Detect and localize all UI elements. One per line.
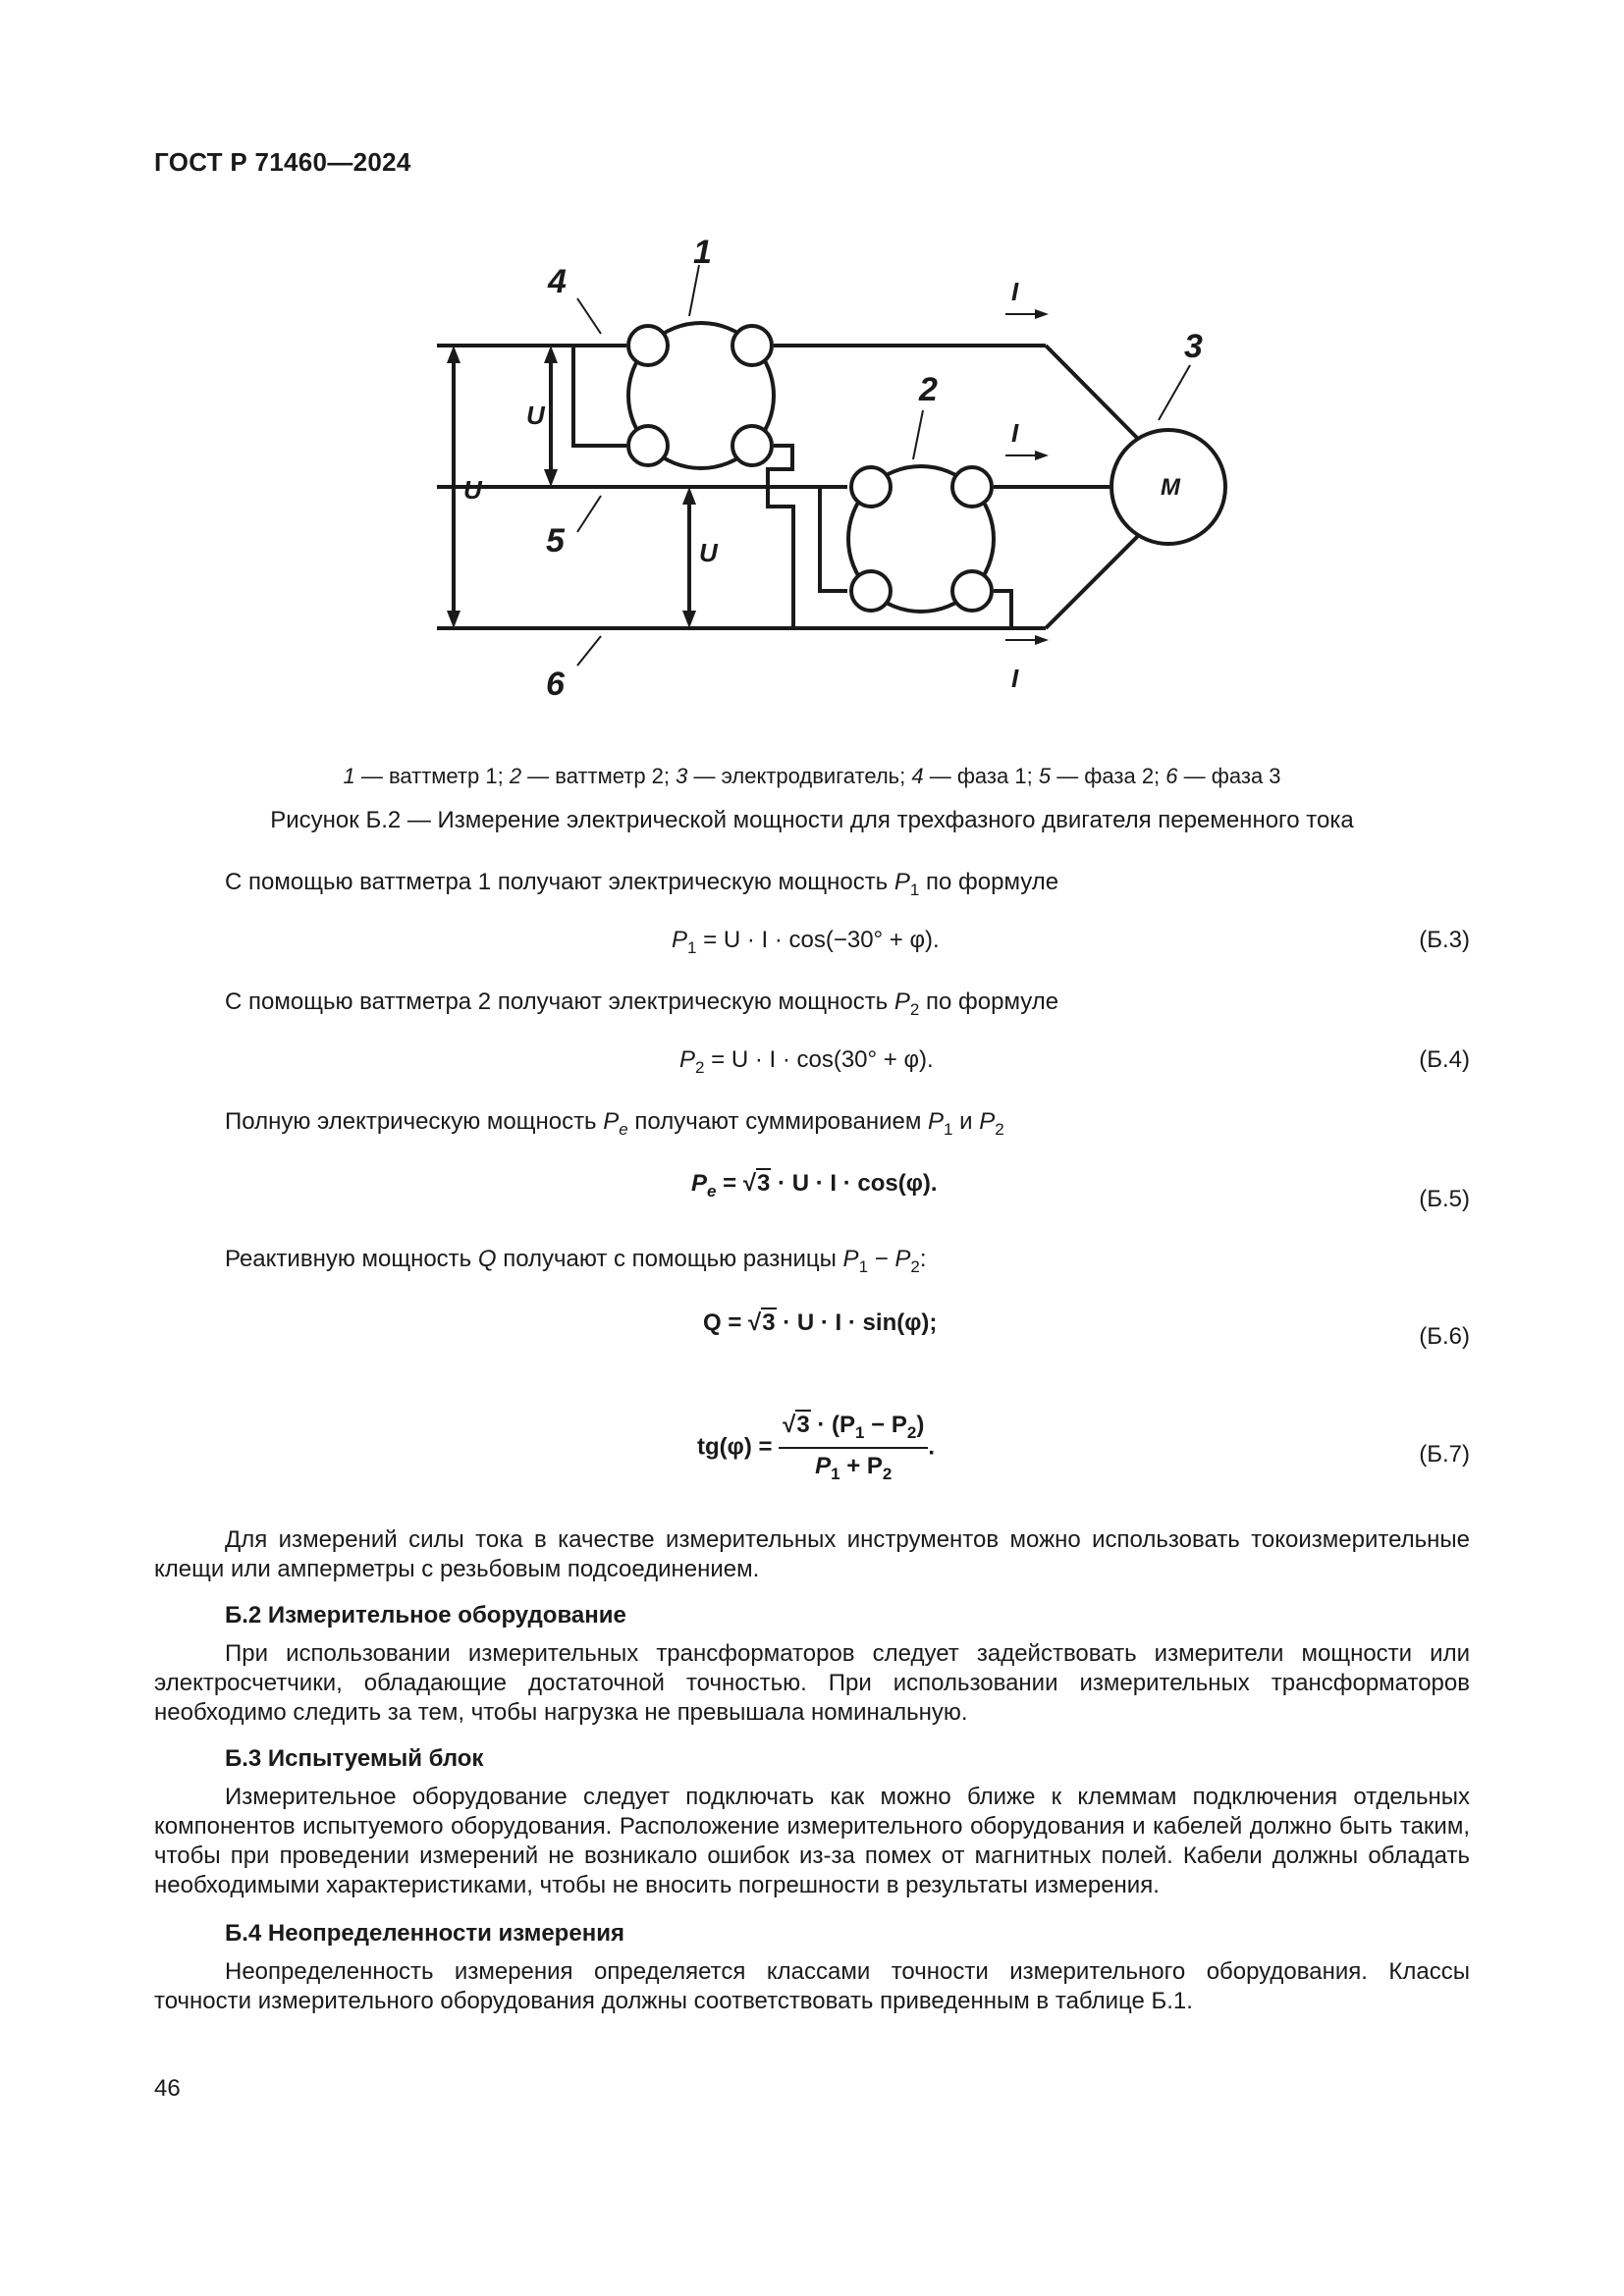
equation-b3: $P_1 = U \cdot I \cdot \cos(-30^\circ + \varphi)$. — [672, 927, 940, 957]
callout-5: 5 — [546, 522, 565, 560]
wm1-voltage-wire — [573, 346, 626, 446]
callout-4: 4 — [548, 263, 567, 300]
callout-6: 6 — [546, 666, 565, 703]
document-header: ГОСТ Р 71460—2024 — [154, 147, 411, 177]
section-b3-text: Измерительное оборудование следует подключать как можно ближе к клеммам подключения отдельных компонентов испытуемого оборудования. Расположение измерительного оборудования и кабелей должно быть таким, чтобы при проведении измерений не возникало ошибок из-за помех от магнитных полей. Кабели должны обладать необходимыми характеристиками, чтобы не вносить погрешности в результаты измерения. — [154, 1784, 1470, 1898]
wm2-to-phase3 — [994, 591, 1011, 628]
paragraph-p4: Реактивную мощность Q получают с помощью разницы $P_1 - P_2$: — [225, 1246, 927, 1276]
equation-b6: Q = √3 · U · I · sin(φ); — [703, 1309, 938, 1336]
paragraph-p5: Для измерений силы тока в качестве измерительных инструментов можно использовать токоизмерительные клещи или амперметры с резьбовым подсоединением. — [154, 1526, 1470, 1582]
circuit-diagram — [0, 226, 1624, 736]
equation-number-b4: (Б.4) — [1419, 1046, 1470, 1073]
equation-b5: $P_e = √3 \cdot U \cdot I \cdot \cos(\varphi)$. — [691, 1170, 938, 1201]
current-label-1: I — [1011, 277, 1019, 306]
paragraph-p3: Полную электрическую мощность $P_e$ получают суммированием $P_1$ и $P_2$ — [225, 1108, 1004, 1139]
section-b2-text: При использовании измерительных трансформаторов следует задействовать измерители мощности или электросчетчики, обладающие достаточной точностью. При использовании измерительных трансформаторов необходимо следить за тем, чтобы нагрузка не превышала номинальную. — [154, 1640, 1470, 1726]
wm1-to-phase3 — [768, 446, 793, 628]
fraction: $\frac{√3 \cdot (P_1 - P_2)}{P_1 + P_2}$ — [779, 1412, 928, 1484]
page-number: 46 — [154, 2075, 181, 2102]
wattmeter-2 — [848, 466, 994, 612]
motor-label: M — [1161, 474, 1180, 501]
equation-number-b6: (Б.6) — [1419, 1323, 1470, 1350]
section-b4-text: Неопределенность измерения определяется классами точности измерительного оборудования. Классы точности измерительного оборудования должны соответствовать приведенным в таблице Б.1. — [154, 1958, 1470, 2014]
current-label-2: I — [1011, 418, 1019, 448]
callout-3: 3 — [1184, 328, 1203, 365]
wattmeter-1 — [628, 323, 774, 468]
voltage-label-23: U — [699, 538, 718, 567]
section-b2-title: Б.2 Измерительное оборудование — [225, 1602, 626, 1629]
figure-caption: Рисунок Б.2 — Измерение электрической мощности для трехфазного двигателя переменного тока — [270, 807, 1354, 833]
figure-legend: 1 — ваттметр 1; 2 — ваттметр 2; 3 — электродвигатель; 4 — фаза 1; 5 — фаза 2; 6 — фаза 3 — [343, 764, 1281, 788]
paragraph-p1: С помощью ваттметра 1 получают электрическую мощность $P_1$ по формуле — [225, 869, 1059, 899]
equation-number-b7: (Б.7) — [1419, 1441, 1470, 1468]
equation-number-b3: (Б.3) — [1419, 927, 1470, 953]
phase3-to-motor — [1046, 535, 1139, 628]
phase1-to-motor — [1046, 346, 1139, 440]
voltage-label-13: U — [463, 475, 482, 505]
equation-b7: tg(φ) = $\frac{√3 \cdot (P_1 - P_2)}{P_1 + P_2}$ . — [697, 1412, 935, 1483]
wm2-voltage-wire — [820, 487, 847, 591]
voltage-label-12: U — [526, 400, 545, 430]
wires — [437, 346, 1139, 628]
paragraph-p2: С помощью ваттметра 2 получают электрическую мощность $P_2$ по формуле — [225, 988, 1059, 1019]
callout-2: 2 — [919, 371, 938, 408]
section-b3-title: Б.3 Испытуемый блок — [225, 1745, 484, 1772]
callout-1: 1 — [693, 234, 712, 271]
equation-b4: $P_2 = U \cdot I \cdot \cos(30^\circ + \varphi)$. — [679, 1046, 934, 1077]
current-label-3: I — [1011, 664, 1019, 693]
equation-number-b5: (Б.5) — [1419, 1186, 1470, 1212]
section-b4-title: Б.4 Неопределенности измерения — [225, 1920, 624, 1947]
